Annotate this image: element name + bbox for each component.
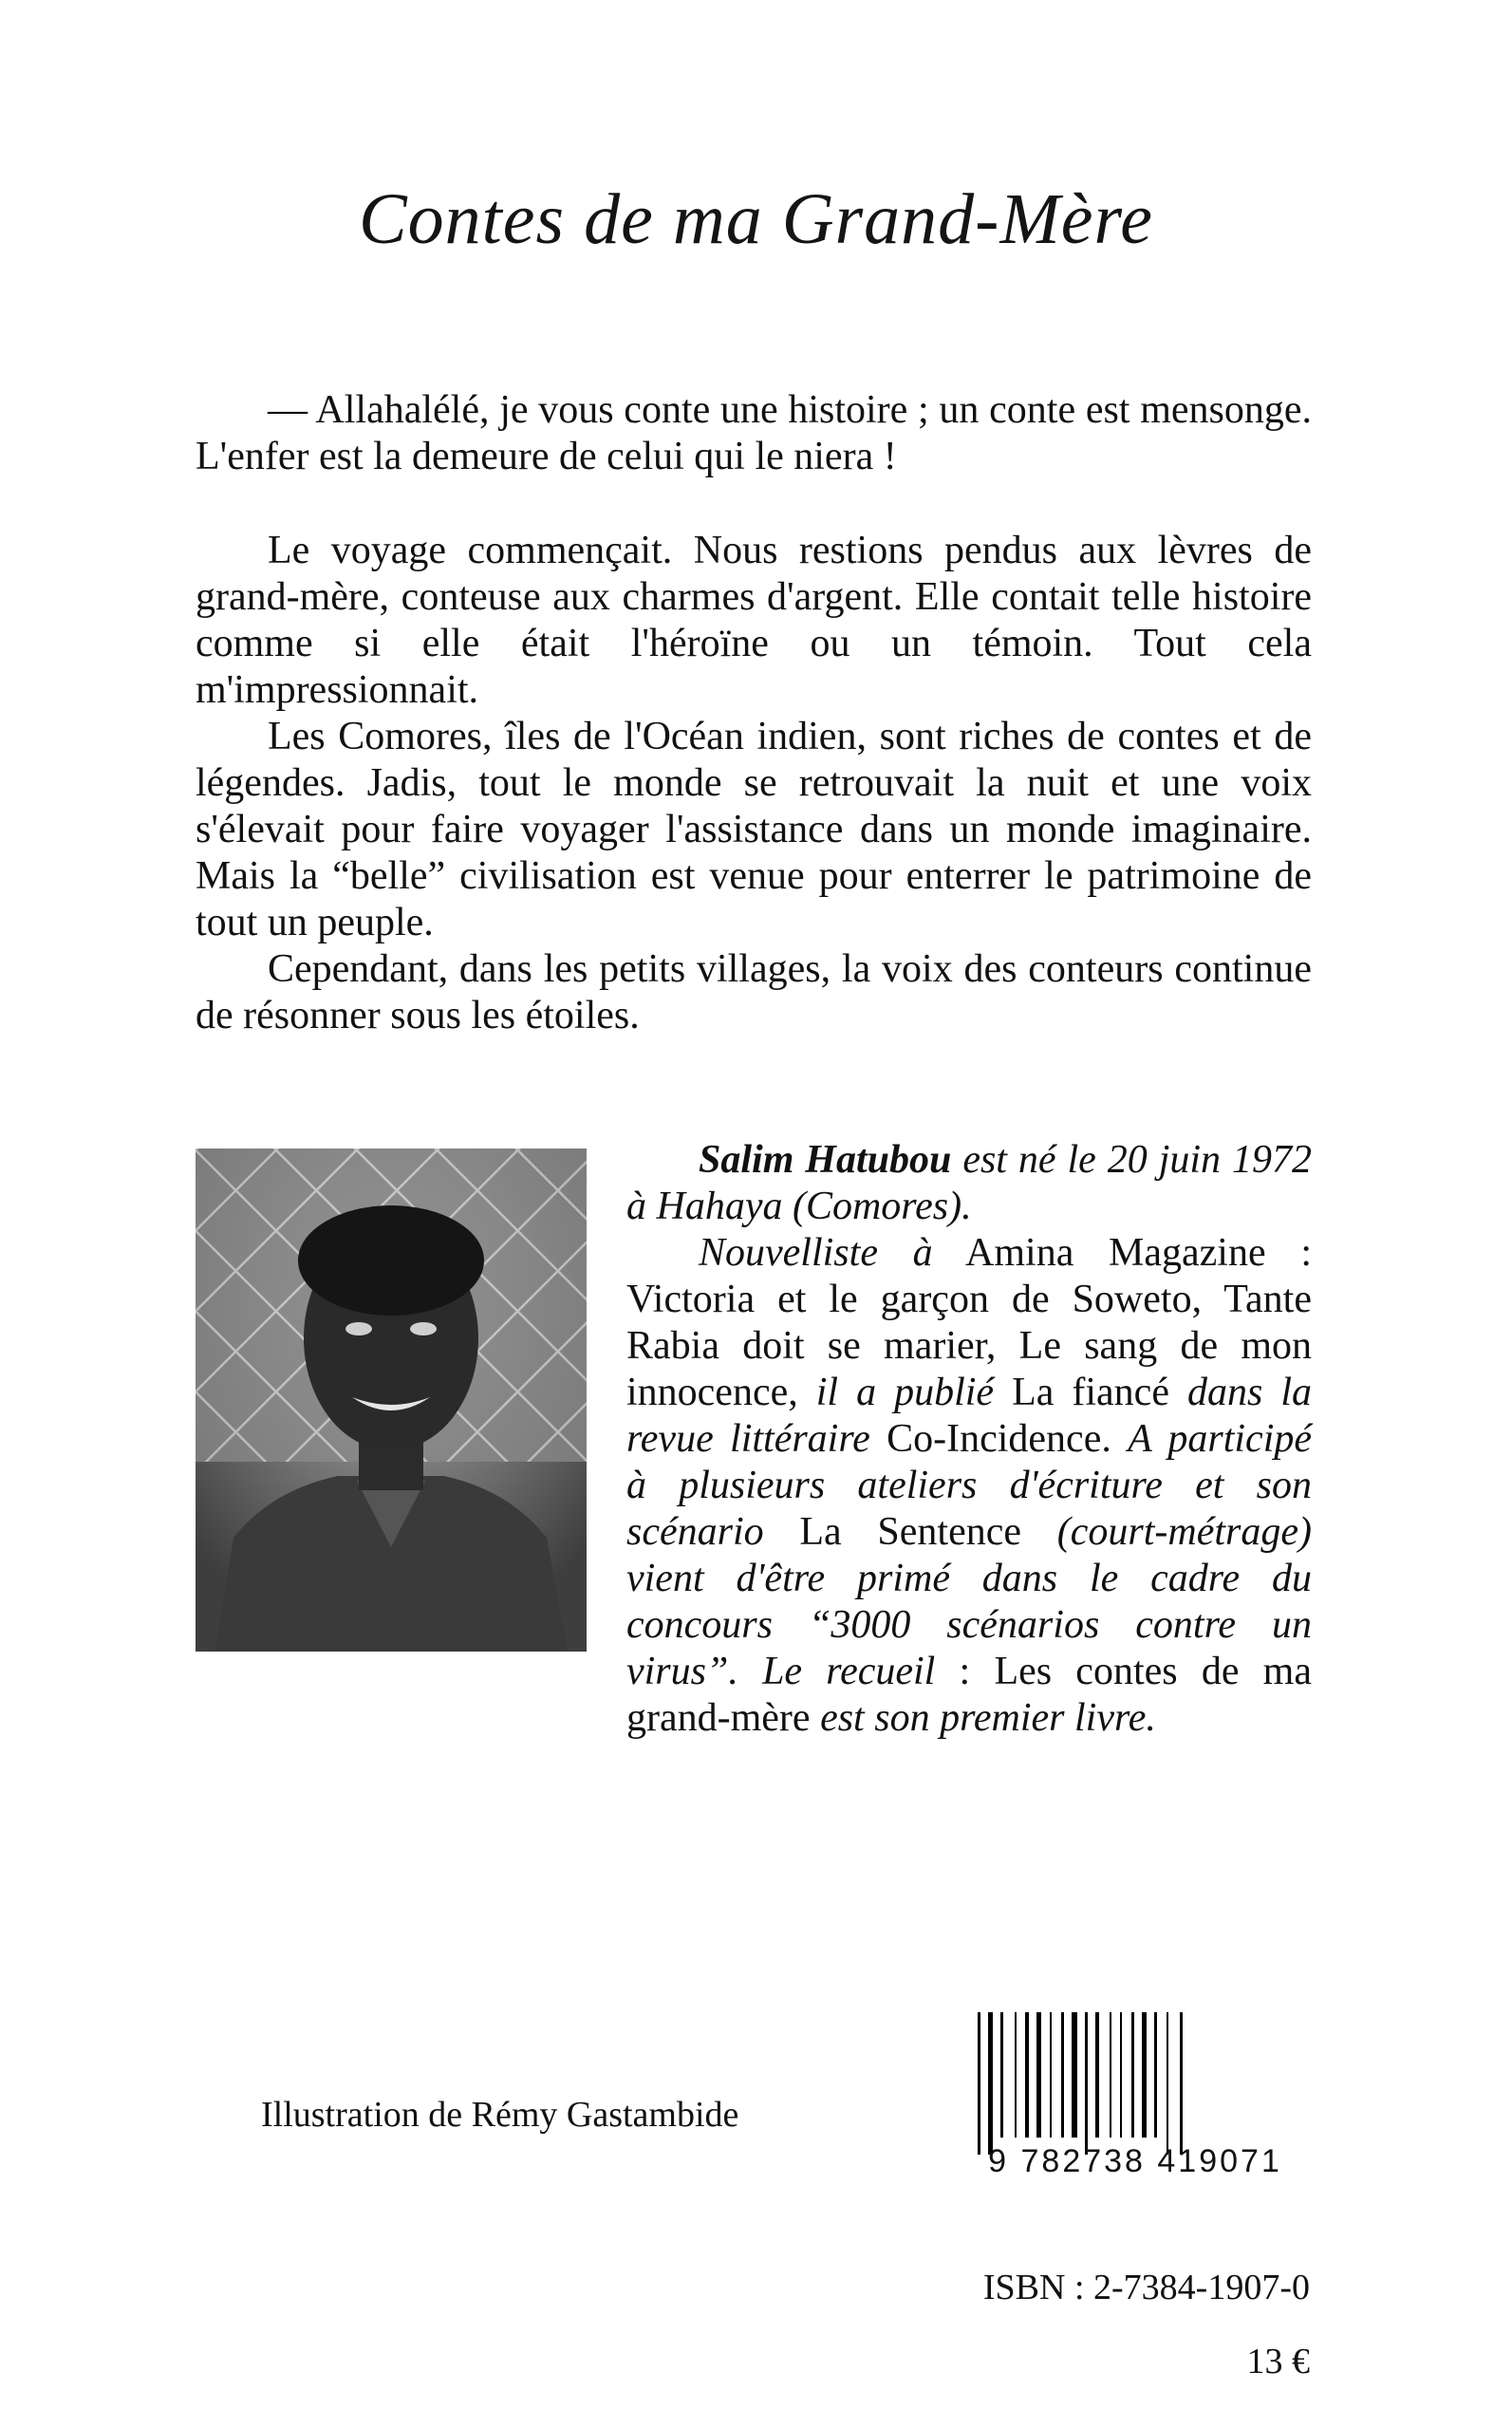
- bio-birth: Salim Hatubou est né le 20 juin 1972 à Hahaya (Comores).: [626, 1138, 1312, 1228]
- barcode-bar: [1036, 2012, 1041, 2138]
- barcode-bar: [978, 2012, 980, 2155]
- blurb: [196, 387, 1312, 1039]
- isbn: ISBN : 2-7384-1907-0: [982, 2268, 1310, 2307]
- barcode-bar: [1000, 2012, 1003, 2138]
- barcode-bar: [1154, 2012, 1157, 2138]
- author-bio: [626, 1137, 1312, 1742]
- paragraph-opening: — Allahalélé, je vous conte une histoire ; un conte est mensonge. L'enfer est la demeure de celui qui le niera !: [196, 388, 1312, 478]
- paragraph-voyage: Le voyage commençait. Nous restions pendus aux lèvres de grand-mère, conteuse aux charmes d'argent. Elle contait telle histoire comme si elle était l'héroïne ou un témoin. Tout cela m'impressionnait.: [196, 529, 1312, 712]
- barcode-bar: [1095, 2012, 1099, 2138]
- barcode-bar: [1061, 2012, 1064, 2138]
- illustration-credit: Illustration de Rémy Gastambide: [261, 2095, 739, 2135]
- author-photo: [196, 1148, 587, 1652]
- barcode-bar: [1180, 2012, 1183, 2155]
- book-title: Contes de ma Grand-Mère: [358, 179, 1154, 259]
- bio-works: Nouvelliste à Amina Magazine : Victoria et le garçon de Soweto, Tante Rabia doit se marier, Le sang de mon innocence, il a publié La fiancé dans la revue littéraire Co-Incidence. A participé à plusieurs ateliers d'écriture et son scénario La Sentence (court-métrage) vient d'être primé dans le cadre du concours “3000 scénarios contre un virus”. Le recueil : Les contes de ma grand-mère est son premier livre.: [626, 1231, 1312, 1740]
- paragraph-comores: Les Comores, îles de l'Océan indien, sont riches de contes et de légendes. Jadis, tout le monde se retrouvait la nuit et une voix s'élevait pour faire voyager l'assistance dans un monde imaginaire. Mais la “belle” civilisation est venue pour enterrer le patrimoine de tout un peuple.: [196, 715, 1312, 944]
- barcode-bar: [1120, 2012, 1122, 2138]
- barcode-bar: [1015, 2012, 1017, 2138]
- barcode-bar: [1025, 2012, 1029, 2138]
- barcode-bar: [988, 2012, 993, 2155]
- paragraph-villages: Cependant, dans les petits villages, la voix des conteurs continue de résonner sous les étoiles.: [196, 947, 1312, 1037]
- barcode-bar: [1142, 2012, 1147, 2138]
- barcode-bar: [1110, 2012, 1111, 2138]
- price: 13 €: [1246, 2342, 1310, 2381]
- author-name: Salim Hatubou: [699, 1138, 952, 1182]
- barcode-bar: [1131, 2012, 1134, 2138]
- barcode-number: 9 782738 419071: [988, 2143, 1282, 2179]
- author-portrait-image: [196, 1148, 587, 1652]
- barcode-bar: [1050, 2012, 1052, 2138]
- barcode-bar: [1085, 2012, 1088, 2155]
- barcode-bar: [1167, 2012, 1168, 2155]
- barcode-bar: [1072, 2012, 1077, 2138]
- barcode: [959, 2012, 1312, 2183]
